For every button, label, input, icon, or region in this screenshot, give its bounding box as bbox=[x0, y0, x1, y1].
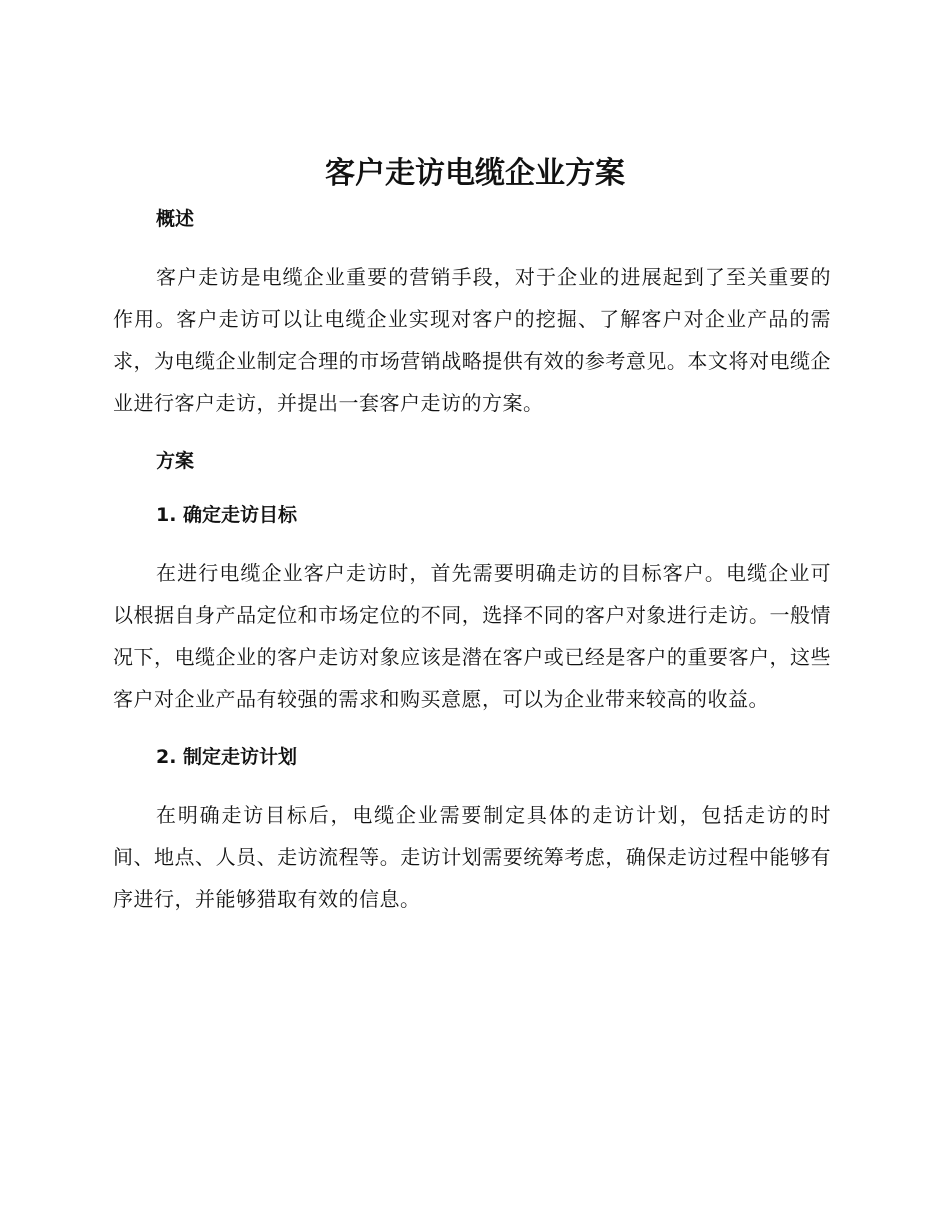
document-body bbox=[113, 202, 831, 920]
step2-heading: 2. 制定走访计划 bbox=[156, 746, 298, 768]
overview-paragraph: 客户走访是电缆企业重要的营销手段，对于企业的进展起到了至关重要的作用。客户走访可以让电缆企业实现对客户的挖掘、了解客户对企业产品的需求，为电缆企业制定合理的市场营销战略提供有效的参考意见。本文将对电缆企业进行客户走访，并提出一套客户走访的方案。 bbox=[113, 265, 831, 415]
step1-paragraph: 在进行电缆企业客户走访时，首先需要明确走访的目标客户。电缆企业可以根据自身产品定位和市场定位的不同，选择不同的客户对象进行走访。一般情况下，电缆企业的客户走访对象应该是潜在客户或已经是客户的重要客户，这些客户对企业产品有较强的需求和购买意愿，可以为企业带来较高的收益。 bbox=[113, 561, 831, 711]
plan-heading: 方案 bbox=[156, 450, 195, 472]
document-title: 客户走访电缆企业方案 bbox=[325, 156, 625, 191]
overview-heading: 概述 bbox=[156, 208, 195, 230]
step1-heading: 1. 确定走访目标 bbox=[156, 504, 298, 526]
step2-paragraph: 在明确走访目标后，电缆企业需要制定具体的走访计划，包括走访的时间、地点、人员、走访流程等。走访计划需要统筹考虑，确保走访过程中能够有序进行，并能够猎取有效的信息。 bbox=[113, 803, 831, 911]
